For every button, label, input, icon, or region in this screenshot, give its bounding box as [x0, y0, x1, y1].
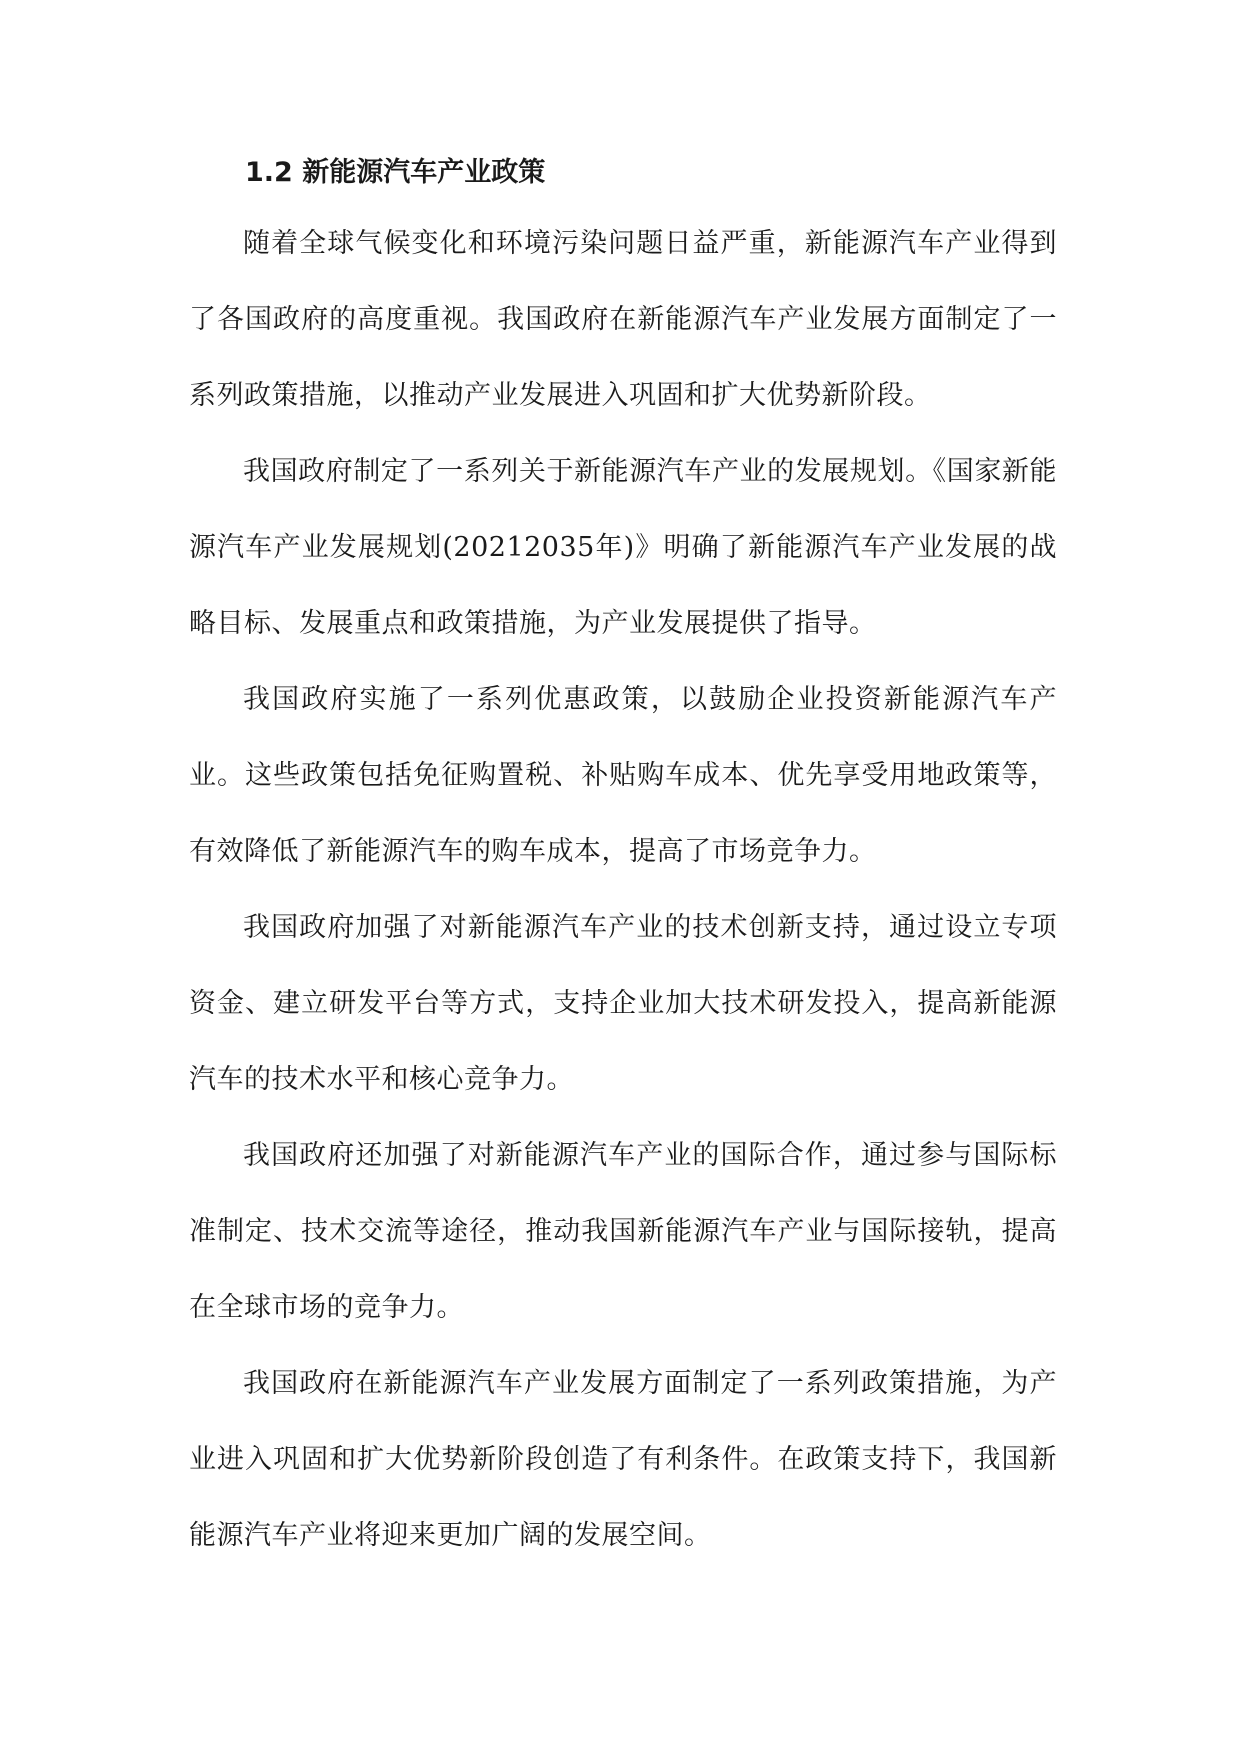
paragraph: 我国政府在新能源汽车产业发展方面制定了一系列政策措施，为产业进入巩固和扩大优势新阶段创造了有利条件。在政策支持下，我国新能源汽车产业将迎来更加广阔的发展空间。	[189, 1368, 1057, 1551]
document-body	[189, 140, 1057, 1574]
paragraph: 我国政府加强了对新能源汽车产业的技术创新支持，通过设立专项资金、建立研发平台等方式，支持企业加大技术研发投入，提高新能源汽车的技术水平和核心竞争力。	[189, 912, 1057, 1095]
paragraph: 我国政府还加强了对新能源汽车产业的国际合作，通过参与国际标准制定、技术交流等途径，推动我国新能源汽车产业与国际接轨，提高在全球市场的竞争力。	[189, 1140, 1057, 1323]
paragraph: 我国政府制定了一系列关于新能源汽车产业的发展规划。《国家新能源汽车产业发展规划(20212035年)》明确了新能源汽车产业发展的战略目标、发展重点和政策措施，为产业发展提供了指导。	[189, 456, 1057, 639]
section-heading: 1.2 新能源汽车产业政策	[245, 157, 546, 188]
paragraph: 我国政府实施了一系列优惠政策，以鼓励企业投资新能源汽车产业。这些政策包括免征购置税、补贴购车成本、优先享受用地政策等，有效降低了新能源汽车的购车成本，提高了市场竞争力。	[189, 684, 1057, 867]
paragraph: 随着全球气候变化和环境污染问题日益严重，新能源汽车产业得到了各国政府的高度重视。我国政府在新能源汽车产业发展方面制定了一系列政策措施，以推动产业发展进入巩固和扩大优势新阶段。	[189, 228, 1057, 411]
